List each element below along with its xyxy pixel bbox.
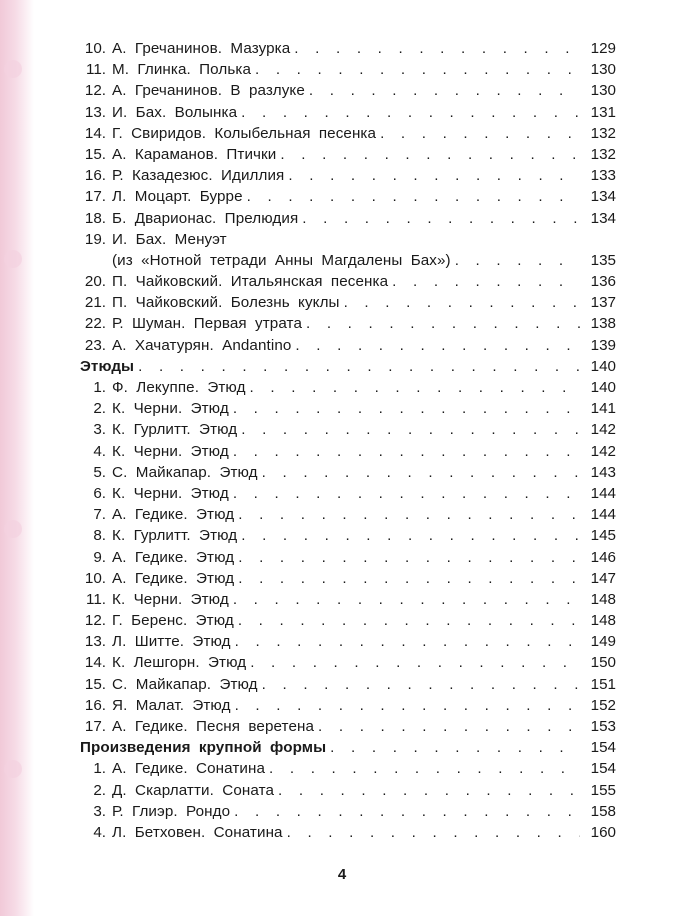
edge-ornament [4,250,22,268]
toc-entry-number: 6. [93,484,106,502]
toc-entry-title: А. Гедике. Сонатина [112,760,266,778]
toc-entry [80,250,616,271]
toc-entry-page: 155 [590,781,616,799]
toc-entry [80,398,616,419]
decorative-page-edge [0,0,34,916]
toc-entry-title: Р. Шуман. Первая утрата [112,315,302,333]
toc-entry-page: 131 [590,103,616,121]
toc-entry [80,335,616,356]
toc-entry-title: Д. Скарлатти. Соната [112,781,275,799]
toc-entry-number: 16. [84,696,106,714]
toc-entry-page: 143 [590,463,616,481]
toc-entry [80,271,616,292]
toc-entry-page: 147 [590,569,616,587]
dot-leader [238,568,580,589]
edge-ornament [4,760,22,778]
toc-entry [80,441,616,462]
toc-entry [80,674,616,695]
dot-leader [295,335,580,356]
toc-entry-number: 10. [84,569,106,587]
section-title: Этюды [80,357,135,375]
toc-entry-page: 132 [590,124,616,142]
toc-entry-number: 12. [84,612,106,630]
toc-entry-title: К. Черни. Этюд [112,590,229,608]
dot-leader [241,102,580,123]
toc-entry-number: 10. [84,40,106,57]
toc-entry [80,652,616,673]
toc-entry-title: Я. Малат. Этюд [112,696,231,714]
toc-section-heading [80,356,616,377]
toc-entry-page: 130 [590,82,616,100]
toc-entry-title: И. Бах. Волынка [112,103,238,121]
toc-entry-page: 148 [590,612,616,630]
toc-entry-number: 12. [84,82,106,100]
toc-entry-number: 16. [84,167,106,185]
toc-entry-title: Ф. Лекуппе. Этюд [112,379,246,396]
edge-ornament [4,60,22,78]
toc-entry-page: 142 [590,421,616,439]
toc-entry-page: 150 [590,654,616,672]
toc-entry-title: Р. Глиэр. Рондо [112,802,231,820]
toc-entry-number: 15. [84,675,106,693]
dot-leader [247,186,580,207]
toc-entry-number: 4. [93,442,106,460]
toc-entry-page: 130 [590,61,616,79]
page-number: 4 [337,866,347,883]
toc-entry-title: Г. Свиридов. Колыбельная песенка [112,124,377,142]
toc-entry-title: П. Чайковский. Итальянская песенка [112,273,389,291]
toc-entry [80,292,616,313]
dot-leader [294,38,580,59]
toc-entry-page: 151 [590,675,616,693]
toc-entry [80,38,616,59]
toc-entry [80,229,616,250]
toc-entry-title: А. Гречанинов. В разлуке [112,82,305,100]
toc-entry-number: 9. [93,548,106,566]
toc-entry-page: 148 [590,590,616,608]
dot-leader [238,610,580,631]
toc-entry [80,377,616,398]
dot-leader [392,271,580,292]
toc-entry-page: 140 [590,357,616,375]
toc-entry-number: 13. [84,103,106,121]
toc-entry-page: 158 [590,802,616,820]
toc-entry [80,144,616,165]
dot-leader [380,123,580,144]
toc-entry-number: 21. [84,294,106,312]
toc-entry-title: П. Чайковский. Болезнь куклы [112,294,340,312]
toc-entry-title: К. Черни. Этюд [112,400,229,418]
toc-entry-title: Л. Шитте. Этюд [112,633,231,651]
toc-entry-page: 140 [590,379,616,396]
toc-entry-page: 149 [590,633,616,651]
toc-entry-title: Л. Бетховен. Сонатина [112,823,283,841]
dot-leader [262,674,580,695]
toc-entry-page: 137 [590,294,616,312]
toc-entry [80,313,616,334]
toc-entry [80,186,616,207]
toc-entry [80,716,616,737]
toc-entry [80,801,616,822]
toc-entry [80,59,616,80]
dot-leader [344,292,580,313]
toc-entry-number: 3. [93,802,106,820]
toc-entry-title: Л. Моцарт. Бурре [112,188,243,206]
toc-entry-page: 153 [590,718,616,735]
toc-entry-number: 2. [93,781,106,799]
toc-entry-page: 160 [590,823,616,841]
toc-entry-title: К. Гурлитт. Этюд [112,527,238,545]
toc-entry [80,102,616,123]
toc-entry-title: (из «Нотной тетради Анны Магдалены Бах») [112,251,451,269]
toc-entry-title: М. Глинка. Полька [112,61,251,79]
dot-leader [287,822,580,843]
dot-leader [288,165,580,186]
dot-leader [306,313,580,334]
toc-entry [80,80,616,101]
toc-entry-number: 5. [93,463,106,481]
dot-leader [278,780,580,801]
dot-leader [233,441,580,462]
toc-entry [80,568,616,589]
toc-entry-title: Г. Беренс. Этюд [112,612,234,630]
section-title: Произведения крупной формы [80,739,327,757]
toc-entry [80,758,616,779]
toc-entry-page: 136 [590,273,616,291]
toc-entry [80,123,616,144]
toc-entry-number: 11. [86,61,106,79]
toc-entry-title: А. Гедике. Песня веретена [112,718,315,735]
dot-leader [233,398,580,419]
toc-entry [80,822,616,843]
dot-leader [269,758,580,779]
dot-leader [455,250,580,271]
toc-entry-page: 144 [590,484,616,502]
toc-entry-number: 14. [84,654,106,672]
toc-entry [80,504,616,525]
toc-entry-number: 1. [93,379,106,396]
toc-entry-page: 141 [590,400,616,418]
toc-entry-page: 132 [590,145,616,163]
toc-entry-number: 8. [93,527,106,545]
toc-entry [80,462,616,483]
toc-entry-number: 1. [93,760,106,778]
table-of-contents [80,38,616,843]
toc-entry [80,525,616,546]
dot-leader [238,504,580,525]
toc-entry-title: И. Бах. Менуэт [112,230,227,248]
toc-entry-title: С. Майкапар. Этюд [112,463,258,481]
toc-entry-title: А. Гедике. Этюд [112,548,235,566]
toc-entry-number: 20. [84,273,106,291]
toc-entry-title: Б. Дварионас. Прелюдия [112,209,299,227]
toc-entry-page: 133 [590,167,616,185]
toc-entry-title: К. Черни. Этюд [112,484,229,502]
dot-leader [250,652,580,673]
toc-entry-title: К. Лешгорн. Этюд [112,654,247,672]
toc-entry-page: 154 [590,739,616,757]
toc-entry-number: 13. [84,633,106,651]
toc-entry-number: 2. [93,400,106,418]
toc-entry-number: 19. [84,230,106,248]
toc-entry-page: 154 [590,760,616,778]
toc-entry-title: К. Гурлитт. Этюд [112,421,238,439]
toc-entry-number: 17. [84,188,106,206]
toc-entry-number: 3. [93,421,106,439]
dot-leader [241,419,580,440]
dot-leader [241,525,580,546]
dot-leader [233,483,580,504]
edge-ornament [4,520,22,538]
toc-entry-page: 144 [590,506,616,524]
toc-entry-page: 135 [590,251,616,269]
toc-entry-page: 145 [590,527,616,545]
toc-entry-number: 11. [86,590,106,608]
toc-entry-title: А. Гедике. Этюд [112,569,235,587]
toc-entry [80,165,616,186]
dot-leader [233,589,580,610]
toc-entry-number: 14. [84,124,106,142]
toc-entry-page: 129 [590,40,616,57]
toc-entry [80,208,616,229]
toc-entry [80,631,616,652]
dot-leader [234,801,580,822]
toc-entry-number: 18. [84,209,106,227]
toc-entry [80,780,616,801]
toc-entry-page: 152 [590,696,616,714]
dot-leader [235,695,580,716]
dot-leader [138,356,580,377]
toc-entry-title: А. Гречанинов. Мазурка [112,40,291,57]
toc-entry-title: Р. Казадезюс. Идиллия [112,167,285,185]
dot-leader [262,462,580,483]
dot-leader [235,631,580,652]
dot-leader [302,208,580,229]
toc-entry-number: 7. [93,506,106,524]
toc-entry [80,483,616,504]
toc-entry-number: 17. [84,718,106,735]
toc-entry-page: 134 [590,188,616,206]
toc-section-heading [80,737,616,758]
toc-entry-number: 22. [84,315,106,333]
dot-leader [309,80,580,101]
toc-entry-number: 15. [84,145,106,163]
toc-entry-title: С. Майкапар. Этюд [112,675,258,693]
toc-entry [80,547,616,568]
dot-leader [255,59,580,80]
dot-leader [318,716,580,737]
toc-entry [80,695,616,716]
toc-entry-title: К. Черни. Этюд [112,442,229,460]
dot-leader [330,737,580,758]
toc-entry [80,610,616,631]
dot-leader [280,144,580,165]
toc-entry [80,419,616,440]
toc-entry-title: А. Хачатурян. Andantino [112,336,292,354]
dot-leader [250,377,580,398]
toc-entry [80,589,616,610]
toc-entry-page: 142 [590,442,616,460]
toc-entry-number: 4. [93,823,106,841]
toc-entry-page: 146 [590,548,616,566]
toc-entry-page: 134 [590,209,616,227]
toc-entry-title: А. Гедике. Этюд [112,506,235,524]
dot-leader [238,547,580,568]
toc-entry-number: 23. [84,336,106,354]
toc-entry-page: 139 [590,336,616,354]
toc-entry-page: 138 [590,315,616,333]
toc-entry-title: А. Караманов. Птички [112,145,277,163]
